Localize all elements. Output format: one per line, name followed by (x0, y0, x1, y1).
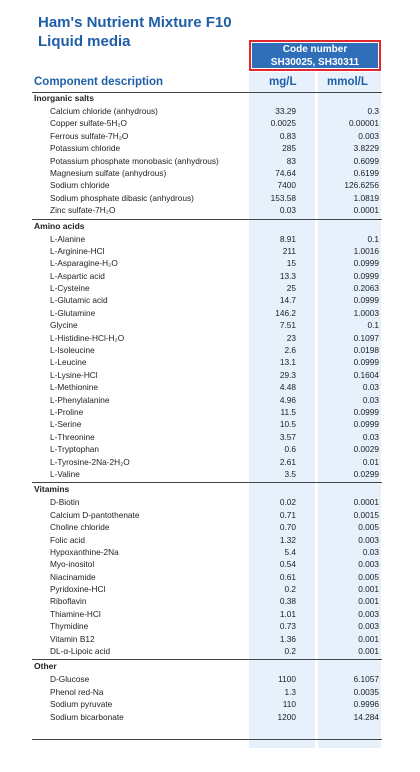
mmol-value: 0.0999 (353, 357, 379, 368)
component-name: L-Tryptophan (50, 444, 100, 455)
code-number-box (249, 40, 381, 71)
table-row (32, 509, 382, 521)
table-row (32, 192, 382, 204)
table-row (32, 282, 382, 294)
mmol-value: 0.0001 (353, 497, 379, 508)
component-name: Magnesium sulfate (anhydrous) (50, 167, 167, 178)
table-row (32, 394, 382, 406)
mmol-value: 0.6199 (353, 167, 379, 178)
table-row (32, 270, 382, 282)
table-row (32, 257, 382, 269)
mgl-value: 11.5 (280, 406, 296, 417)
component-name: L-Leucine (50, 357, 87, 368)
component-name: L-Alanine (50, 233, 86, 244)
mgl-value: 25 (286, 283, 296, 294)
mmol-value: 0.003 (358, 534, 379, 545)
component-name: Choline chloride (50, 522, 110, 533)
table-row (32, 571, 382, 583)
mgl-value: 7.51 (279, 320, 296, 331)
component-name: L-Threonine (50, 431, 95, 442)
code-label: Code number (282, 44, 348, 55)
table-row (32, 418, 382, 430)
mmol-value: 0.0198 (353, 345, 379, 356)
mgl-value: 4.48 (279, 382, 296, 393)
component-name: D-Biotin (50, 497, 80, 508)
table-row (32, 546, 382, 558)
mgl-value: 1200 (277, 711, 296, 722)
column-header-row (32, 74, 382, 93)
component-name: L-Cysteine (50, 283, 90, 294)
mmol-value: 0.0001 (353, 205, 379, 216)
mmol-value: 0.0015 (353, 509, 379, 520)
mmol-value: 0.00001 (349, 118, 379, 129)
mmol-value: 6.1057 (353, 674, 379, 685)
mgl-value: 0.71 (279, 509, 296, 520)
table-row (32, 406, 382, 418)
mmol-value: 0.0999 (353, 419, 379, 430)
mgl-value: 0.2 (284, 584, 296, 595)
component-name: Pyridoxine-HCl (50, 584, 106, 595)
mgl-value: 0.83 (279, 130, 296, 141)
mmol-value: 126.6256 (344, 180, 379, 191)
mmol-value: 0.1 (367, 320, 379, 331)
table-bottom-rule (32, 739, 382, 740)
table-row (32, 245, 382, 257)
mgl-value: 3.5 (284, 468, 296, 479)
mgl-value: 2.61 (279, 456, 296, 467)
mmol-value: 0.03 (362, 382, 379, 393)
mmol-value: 0.003 (358, 559, 379, 570)
table-row (32, 595, 382, 607)
component-name: L-Proline (50, 406, 84, 417)
component-name: Ferrous sulfate-7H₂O (50, 130, 129, 141)
component-name: Thiamine-HCl (50, 608, 101, 619)
table-row (32, 130, 382, 142)
mmol-value: 3.8229 (353, 143, 379, 154)
mmol-value: 0.1 (367, 233, 379, 244)
mgl-value: 15 (286, 258, 296, 269)
section-heading (32, 483, 382, 496)
mgl-value: 23 (286, 332, 296, 343)
mmol-value: 0.1097 (353, 332, 379, 343)
mmol-value: 0.001 (358, 633, 379, 644)
component-name: Folic acid (50, 534, 86, 545)
mmol-value: 0.6099 (353, 155, 379, 166)
mgl-value: 146.2 (275, 307, 296, 318)
component-name: L-Valine (50, 468, 80, 479)
mgl-value: 0.73 (279, 621, 296, 632)
component-name: Niacinamide (50, 571, 96, 582)
component-name: Sodium bicarbonate (50, 711, 124, 722)
component-name: L-Asparagine-H₂O (50, 258, 118, 269)
table-row (32, 167, 382, 179)
component-name: L-Aspartic acid (50, 270, 105, 281)
mmol-value: 0.1604 (353, 369, 379, 380)
mgl-value: 4.96 (279, 394, 296, 405)
component-name: Calcium chloride (anhydrous) (50, 106, 158, 116)
table-row (32, 204, 382, 216)
component-name: DL-α-Lipoic acid (50, 646, 111, 657)
mgl-value: 0.61 (279, 571, 296, 582)
mgl-value: 0.0025 (270, 118, 296, 129)
table-row (32, 381, 382, 393)
mmol-value: 0.0299 (353, 468, 379, 479)
table-row (32, 521, 382, 533)
title-line-2: Liquid media (38, 33, 131, 50)
section-title: Amino acids (34, 220, 85, 231)
mgl-value: 83 (286, 155, 296, 166)
mmol-value: 1.0003 (353, 307, 379, 318)
table-row (32, 431, 382, 443)
component-name: Riboflavin (50, 596, 87, 607)
mgl-value: 0.2 (284, 646, 296, 657)
mmol-value: 0.003 (358, 608, 379, 619)
component-name: L-Isoleucine (50, 345, 95, 356)
component-name: L-Serine (50, 419, 82, 430)
mmol-value: 0.01 (362, 456, 379, 467)
table-row (32, 645, 382, 657)
table-row (32, 142, 382, 154)
mgl-value: 7400 (277, 180, 296, 191)
section-heading (32, 660, 382, 673)
mmol-value: 0.0035 (353, 686, 379, 697)
mgl-value: 1.32 (279, 534, 296, 545)
mmol-value: 0.003 (358, 130, 379, 141)
mgl-value: 1.3 (284, 686, 296, 697)
component-name: Potassium chloride (50, 143, 121, 154)
table-row (32, 117, 382, 129)
component-name: L-Glutamic acid (50, 295, 108, 306)
mgl-value: 0.6 (284, 444, 296, 455)
component-name: Myo-inositol (50, 559, 95, 570)
component-name: Hypoxanthine-2Na (50, 546, 119, 557)
table-row (32, 307, 382, 319)
component-name: L-Histidine-HCl-H₂O (50, 332, 125, 343)
col-mmol-header: mmol/L (327, 76, 368, 88)
mmol-value: 0.03 (362, 394, 379, 405)
table-row (32, 369, 382, 381)
mgl-value: 14.7 (279, 295, 296, 306)
component-name: Sodium pyruvate (50, 699, 113, 710)
table-row (32, 673, 382, 685)
mmol-value: 0.0999 (353, 406, 379, 417)
mgl-value: 211 (282, 245, 296, 256)
table-row (32, 468, 382, 480)
component-name: Phenol red-Na (50, 686, 104, 697)
component-name: Sodium chloride (50, 180, 110, 191)
component-name: Calcium D-pantothenate (50, 509, 140, 520)
mgl-value: 2.6 (284, 345, 296, 356)
component-name: L-Phenylalanine (50, 394, 110, 405)
mgl-value: 0.38 (279, 596, 296, 607)
table-row (32, 583, 382, 595)
table-row (32, 105, 382, 117)
table-row (32, 344, 382, 356)
mgl-value: 5.4 (284, 546, 296, 557)
component-name: L-Methionine (50, 382, 98, 393)
component-name: Thymidine (50, 621, 89, 632)
document-title (38, 13, 232, 51)
mmol-value: 0.03 (362, 546, 379, 557)
mmol-value: 0.2063 (353, 283, 379, 294)
section-heading (32, 92, 382, 105)
mgl-value: 29.3 (279, 369, 296, 380)
section-heading (32, 220, 382, 233)
mgl-value: 0.54 (279, 559, 296, 570)
mmol-value: 0.0999 (353, 270, 379, 281)
table-row (32, 179, 382, 191)
section-title: Other (34, 661, 57, 672)
component-name: Copper sulfate-5H₂O (50, 118, 128, 129)
table-row (32, 698, 382, 710)
component-name: L-Lysine-HCl (50, 369, 98, 380)
component-name: Zinc sulfate-7H₂O (50, 205, 116, 216)
mgl-value: 0.70 (279, 522, 296, 533)
mmol-value: 0.3 (367, 106, 379, 116)
table-row (32, 332, 382, 344)
mmol-value: 0.001 (358, 584, 379, 595)
table-row (32, 686, 382, 698)
mmol-value: 0.0029 (353, 444, 379, 455)
mmol-value: 0.005 (358, 571, 379, 582)
col-component-header: Component description (34, 76, 164, 88)
table-row (32, 558, 382, 570)
mgl-value: 110 (282, 699, 296, 710)
component-name: Glycine (50, 320, 78, 331)
mgl-value: 13.3 (279, 270, 296, 281)
mgl-value: 285 (282, 143, 296, 154)
component-name: L-Arginine-HCl (50, 245, 105, 256)
mgl-value: 1100 (278, 674, 296, 685)
mgl-value: 1.36 (279, 633, 296, 644)
component-name: L-Glutamine (50, 307, 96, 318)
mmol-value: 14.284 (353, 711, 379, 722)
mmol-value: 1.0819 (353, 192, 379, 203)
mmol-value: 0.9996 (353, 699, 379, 710)
table-row (32, 711, 382, 723)
table-row (32, 633, 382, 645)
mmol-value: 0.003 (358, 621, 379, 632)
component-name: Potassium phosphate monobasic (anhydrous) (50, 155, 219, 166)
table-row (32, 443, 382, 455)
table-row (32, 456, 382, 468)
title-line-1: Ham's Nutrient Mixture F10 (38, 14, 232, 31)
code-values: SH30025, SH30311 (270, 57, 360, 68)
mmol-value: 0.005 (358, 522, 379, 533)
mmol-value: 0.0999 (353, 295, 379, 306)
table-row (32, 608, 382, 620)
section-title: Vitamins (34, 484, 70, 495)
component-name: Vitamin B12 (50, 633, 95, 644)
section-title: Inorganic salts (34, 93, 94, 103)
table-row (32, 356, 382, 368)
table-row (32, 319, 382, 331)
mgl-value: 8.91 (279, 233, 296, 244)
mmol-value: 0.001 (358, 596, 379, 607)
table-row (32, 155, 382, 167)
table-row (32, 233, 382, 245)
mgl-value: 1.01 (279, 608, 296, 619)
mgl-value: 3.57 (279, 431, 296, 442)
table-row (32, 620, 382, 632)
mgl-value: 0.02 (279, 497, 296, 508)
mgl-value: 74.64 (275, 167, 296, 178)
mmol-value: 0.0999 (353, 258, 379, 269)
mmol-value: 0.03 (362, 431, 379, 442)
mgl-value: 153.58 (270, 192, 296, 203)
table-row (32, 534, 382, 546)
table-row (32, 496, 382, 508)
component-name: L-Tyrosine-2Na-2H₂O (50, 456, 130, 467)
mgl-value: 13.1 (279, 357, 296, 368)
mgl-value: 10.5 (279, 419, 296, 430)
component-name: Sodium phosphate dibasic (anhydrous) (50, 192, 194, 203)
mmol-value: 0.001 (358, 646, 379, 657)
component-table (32, 92, 382, 723)
mgl-value: 33.29 (275, 106, 296, 116)
table-row (32, 294, 382, 306)
mgl-value: 0.03 (279, 205, 296, 216)
col-mgl-header: mg/L (269, 76, 297, 88)
mmol-value: 1.0016 (353, 245, 379, 256)
component-name: D-Glucose (50, 674, 90, 685)
